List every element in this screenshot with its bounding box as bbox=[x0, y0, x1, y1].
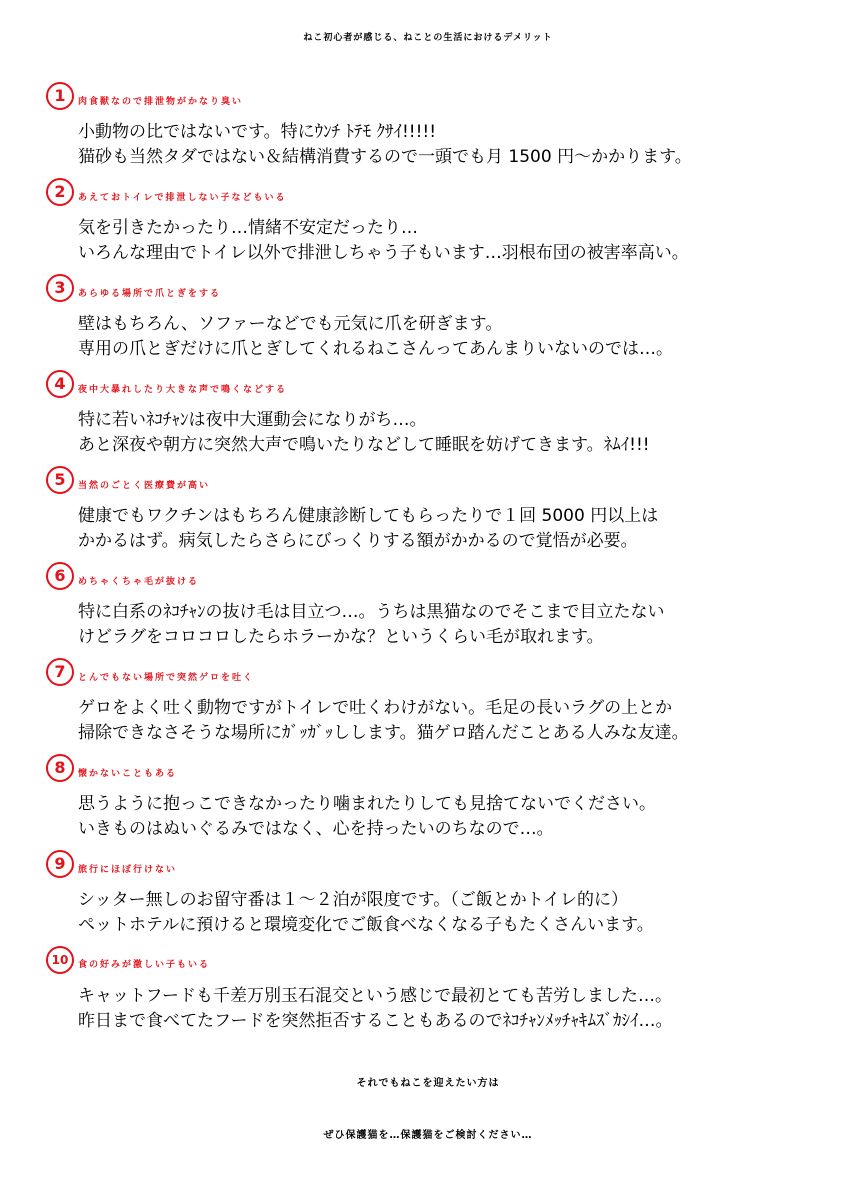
item-heading-text: 食の好みが激しい子もいる bbox=[78, 960, 211, 970]
item-number-badge: 9 bbox=[46, 850, 74, 878]
item-description-line: いきものはぬいぐるみではなく、心を持ったいのちなので…。 bbox=[78, 819, 554, 839]
item-heading bbox=[46, 562, 836, 600]
item-description-line: けどラグをコロコロしたらホラーかな？というくらい毛が取れます。 bbox=[78, 627, 604, 647]
list-item bbox=[46, 466, 836, 562]
item-number-badge: 5 bbox=[46, 466, 74, 494]
closing-line: ぜひ保護猫を…保護猫をご検討ください… bbox=[323, 1130, 533, 1141]
list-item bbox=[46, 82, 836, 178]
item-heading bbox=[46, 82, 836, 120]
list-item bbox=[46, 562, 836, 658]
list-item bbox=[46, 178, 836, 274]
item-description bbox=[78, 696, 836, 746]
item-description-line: 特に若いﾈｺﾁｬﾝは夜中大運動会になりがち…。 bbox=[78, 410, 427, 430]
list-item bbox=[46, 658, 836, 754]
item-number-badge: 7 bbox=[46, 658, 74, 686]
item-description-line: キャットフードも千差万別玉石混交という感じで最初とても苦労しました…。 bbox=[78, 986, 672, 1006]
list-item bbox=[46, 274, 836, 370]
closing-line: それでもねこを迎えたい方は bbox=[356, 1078, 500, 1089]
closing-message bbox=[0, 1058, 856, 1162]
item-heading-text: 夜中大暴れしたり大きな声で鳴くなどする bbox=[78, 385, 288, 395]
item-heading-text: 旅行にほぼ行けない bbox=[78, 865, 178, 875]
item-description bbox=[78, 312, 836, 362]
item-description-line: 壁はもちろん、ソファーなどでも元気に爪を研ぎます。 bbox=[78, 314, 503, 334]
item-description bbox=[78, 888, 836, 938]
item-description-line: 特に白系のﾈｺﾁｬﾝの抜け毛は目立つ…。うちは黒猫なのでそこまで目立たない bbox=[78, 602, 665, 622]
item-heading-text: めちゃくちゃ毛が抜ける bbox=[78, 577, 200, 587]
item-description bbox=[78, 984, 836, 1034]
item-description bbox=[78, 216, 836, 266]
item-description-line: シッター無しのお留守番は１〜２泊が限度です。（ご飯とかトイレ的に） bbox=[78, 890, 628, 910]
item-description-line: かかるはず。病気したらさらにびっくりする額がかかるので覚悟が必要。 bbox=[78, 531, 638, 551]
item-description bbox=[78, 120, 836, 170]
item-description-line: いろんな理由でトイレ以外で排泄しちゃう子もいます…羽根布団の被害率高い。 bbox=[78, 243, 689, 263]
item-number-badge: 2 bbox=[46, 178, 74, 206]
list-item bbox=[46, 946, 836, 1042]
item-number-badge: 1 bbox=[46, 82, 74, 110]
item-number-badge: 3 bbox=[46, 274, 74, 302]
item-heading bbox=[46, 658, 836, 696]
item-number-badge: 8 bbox=[46, 754, 74, 782]
item-description bbox=[78, 600, 836, 650]
list-item bbox=[46, 370, 836, 466]
item-heading bbox=[46, 850, 836, 888]
item-number-badge: 10 bbox=[46, 946, 74, 974]
item-heading-text: 当然のごとく医療費が高い bbox=[78, 481, 211, 491]
item-description-line: 猫砂も当然タダではない＆結構消費するので一頭でも月 1500 円〜かかります。 bbox=[78, 147, 692, 167]
item-description-line: ゲロをよく吐く動物ですがトイレで吐くわけがない。毛足の長いラグの上とか bbox=[78, 698, 673, 718]
item-heading-text: とんでもない場所で突然ゲロを吐く bbox=[78, 673, 255, 683]
item-heading-text: 肉食獣なので排泄物がかなり臭い bbox=[78, 97, 244, 107]
item-heading bbox=[46, 370, 836, 408]
item-number-badge: 4 bbox=[46, 370, 74, 398]
item-heading-text: 懐かないこともある bbox=[78, 769, 178, 779]
item-description-line: 昨日まで食べてたフードを突然拒否することもあるのでﾈｺﾁｬﾝﾒｯﾁｬｷﾑｽﾞｶｼｲ…。 bbox=[78, 1011, 673, 1031]
item-description-line: あと深夜や朝方に突然大声で鳴いたりなどして睡眠を妨げてきます。ﾈﾑｲ!!! bbox=[78, 435, 650, 455]
item-description-line: 掃除できなさそうな場所にｶﾞｯｶﾞｯしします。猫ゲロ踏んだことある人みな友達。 bbox=[78, 723, 689, 743]
list-item bbox=[46, 754, 836, 850]
item-description-line: 健康でもワクチンはもちろん健康診断してもらったりで１回 5000 円以上は bbox=[78, 506, 659, 526]
item-description-line: 気を引きたかったり…情緒不安定だったり… bbox=[78, 218, 418, 238]
item-description-line: 小動物の比ではないです。特にｳﾝﾁ ﾄﾃﾓ ｸｻｲ!!!!! bbox=[78, 122, 437, 142]
list-item bbox=[46, 850, 836, 946]
item-heading-text: あらゆる場所で爪とぎをする bbox=[78, 289, 222, 299]
item-heading-text: あえておトイレで排泄しない子などもいる bbox=[78, 193, 287, 203]
item-heading bbox=[46, 466, 836, 504]
item-description-line: ペットホテルに預けると環境変化でご飯食べなくなる子もたくさんいます。 bbox=[78, 915, 654, 935]
item-description bbox=[78, 408, 836, 458]
item-heading bbox=[46, 754, 836, 792]
item-description-line: 思うように抱っこできなかったり噛まれたりしても見捨てないでください。 bbox=[78, 794, 656, 814]
item-description-line: 専用の爪とぎだけに爪とぎしてくれるねこさんってあんまりいないのでは…。 bbox=[78, 339, 673, 359]
page-title: ねこ初心者が感じる、ねことの生活におけるデメリット bbox=[303, 33, 553, 43]
item-description bbox=[78, 792, 836, 842]
demerit-list bbox=[46, 82, 836, 1042]
item-number-badge: 6 bbox=[46, 562, 74, 590]
item-description bbox=[78, 504, 836, 554]
item-heading bbox=[46, 178, 836, 216]
item-heading bbox=[46, 946, 836, 984]
item-heading bbox=[46, 274, 836, 312]
